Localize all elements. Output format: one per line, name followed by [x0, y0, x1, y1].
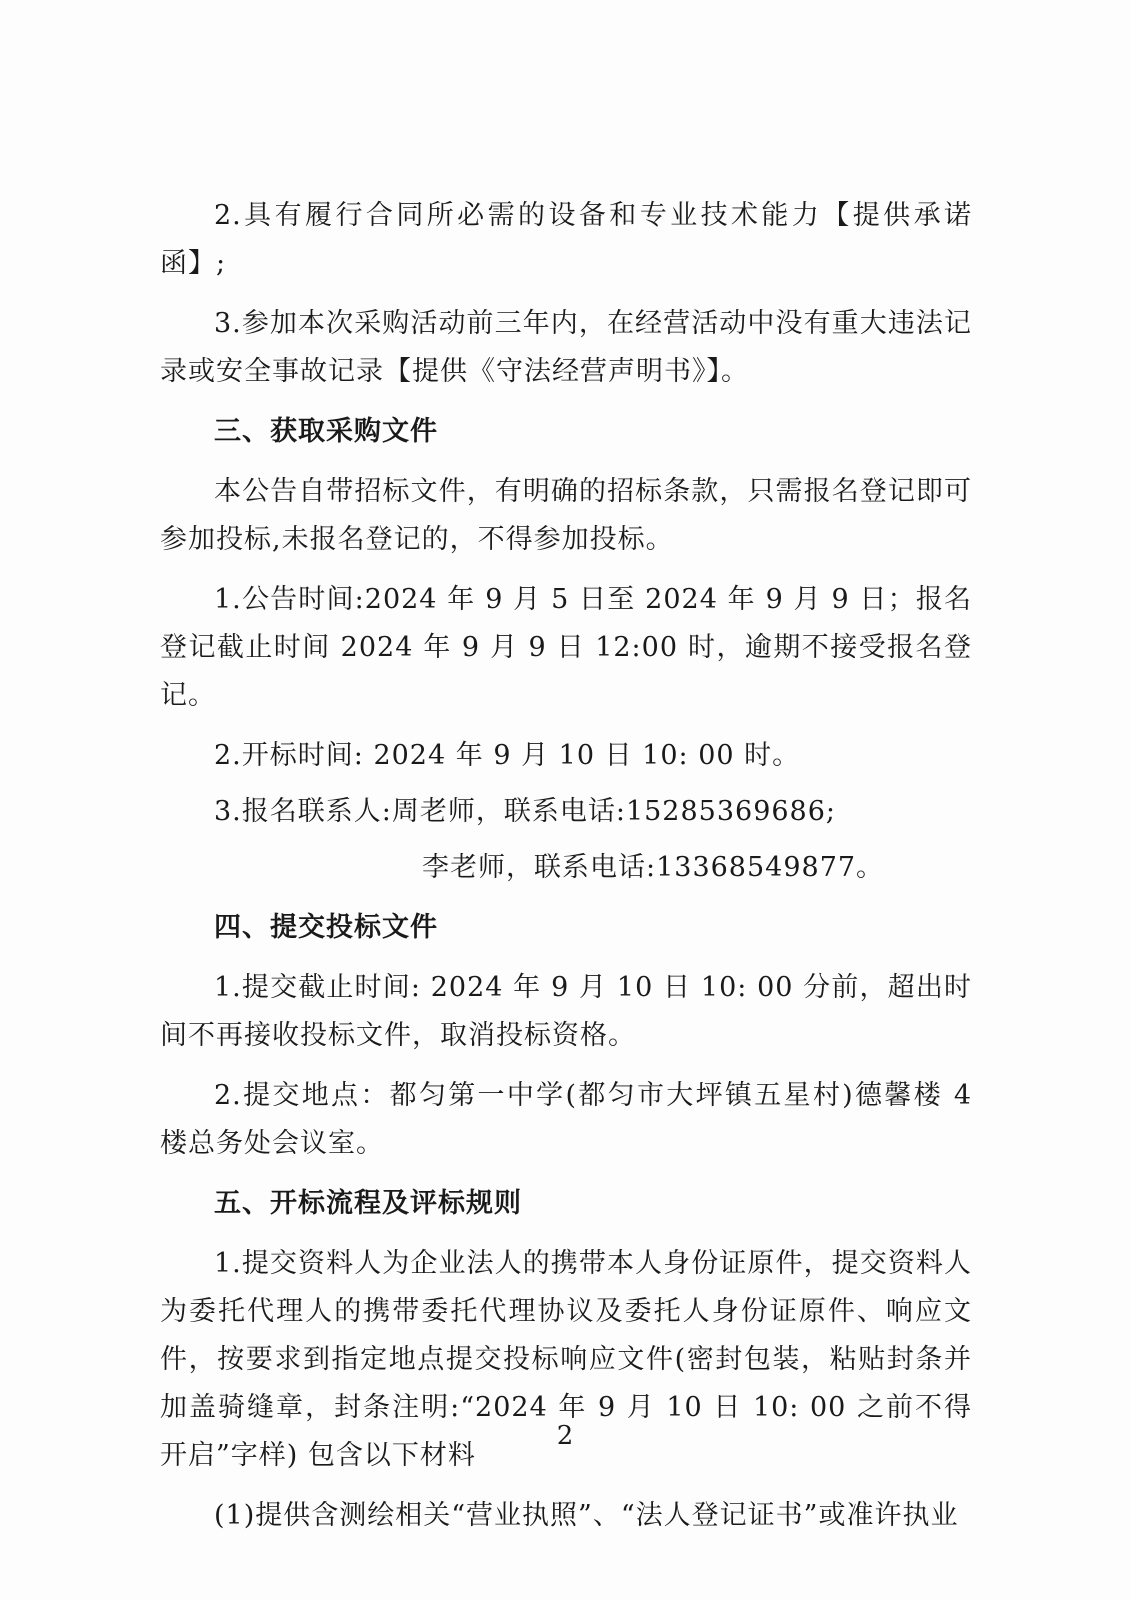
section-3-item-3-second-contact: 李老师，联系电话:13368549877。 — [422, 852, 885, 883]
section-4-item-2: 2.提交地点：都匀第一中学(都匀市大坪镇五星村)德馨楼 4 楼总务处会议室。 — [160, 1080, 972, 1159]
paragraph-item-2: 2.具有履行合同所必需的设备和专业技术能力【提供承诺函】; — [160, 200, 972, 279]
paragraph-item-3: 3.参加本次采购活动前三年内，在经营活动中没有重大违法记录或安全事故记录【提供《守法经营声明书》】。 — [160, 308, 972, 387]
section-3-heading: 三、获取采购文件 — [214, 416, 438, 447]
section-4-heading: 四、提交投标文件 — [214, 912, 438, 943]
section-4-item-1: 1.提交截止时间: 2024 年 9 月 10 日 10: 00 分前，超出时间不再接收投标文件，取消投标资格。 — [160, 972, 972, 1051]
section-3-item-1: 1.公告时间:2024 年 9 月 5 日至 2024 年 9 月 9 日；报名登记截止时间 2024 年 9 月 9 日 12:00 时，逾期不接受报名登记。 — [160, 584, 972, 711]
section-3-intro: 本公告自带招标文件，有明确的招标条款，只需报名登记即可参加投标,未报名登记的，不得参加投标。 — [160, 476, 972, 555]
section-5-item-1-sub-1: (1)提供含测绘相关“营业执照”、“法人登记证书”或准许执业 — [214, 1500, 959, 1531]
section-5-item-1: 1.提交资料人为企业法人的携带本人身份证原件，提交资料人为委托代理人的携带委托代理协议及委托人身份证原件、响应文件，按要求到指定地点提交投标响应文件(密封包装，粘贴封条并加盖骑缝章，封条注明:“2024 年 9 月 10 日 10: 00 之前不得开启”字样) 包含以下材料 — [160, 1248, 972, 1471]
section-3-item-2: 2.开标时间: 2024 年 9 月 10 日 10: 00 时。 — [214, 740, 801, 771]
section-5-heading: 五、开标流程及评标规则 — [214, 1188, 522, 1219]
page-number: 2 — [556, 1421, 574, 1451]
section-3-item-3: 3.报名联系人:周老师，联系电话:15285369686; — [214, 796, 837, 827]
document-body — [160, 192, 972, 1552]
